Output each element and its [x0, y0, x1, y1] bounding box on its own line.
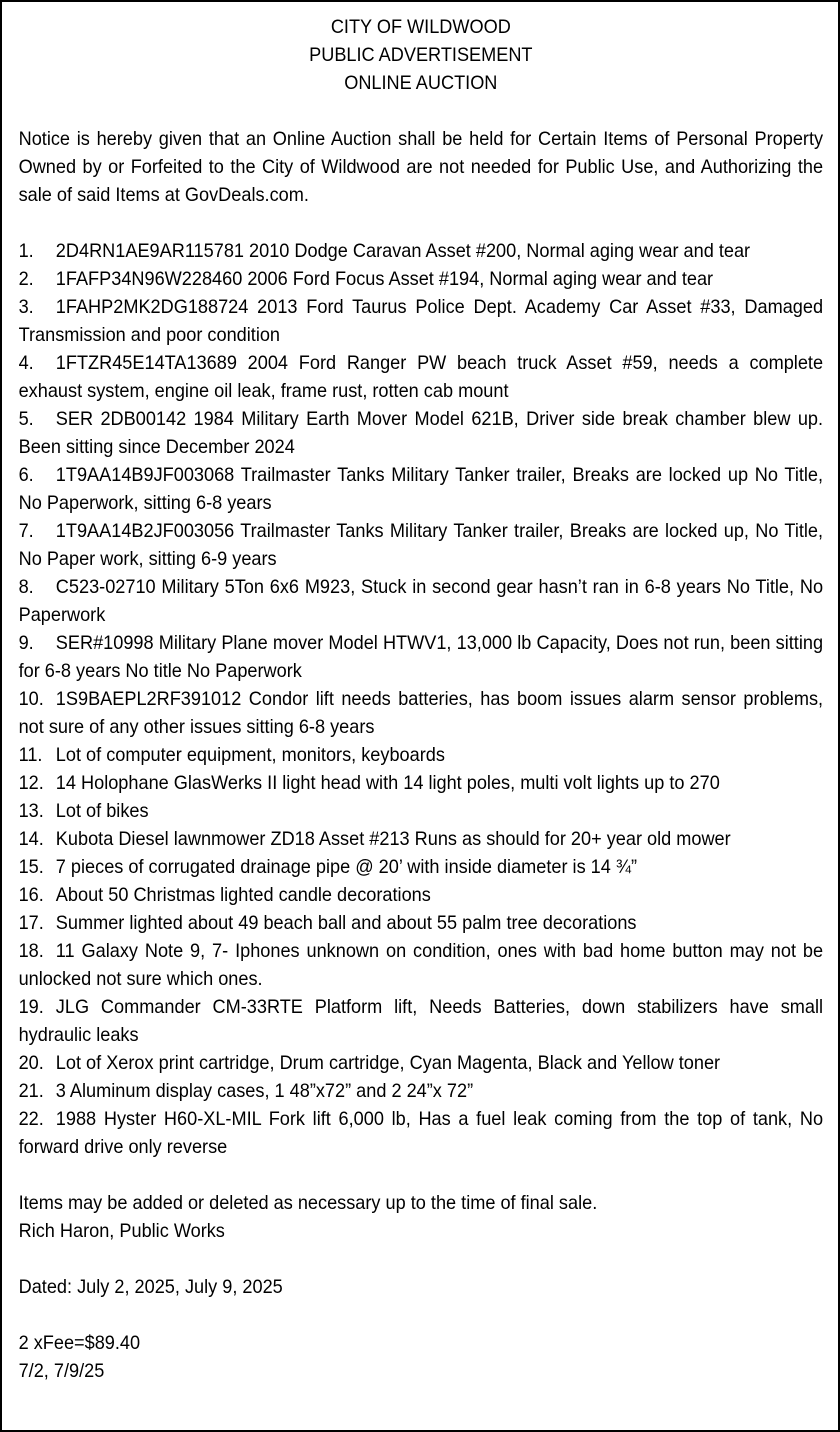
item-description: 3 Aluminum display cases, 1 48”x72” and 2 24”x 72” [55, 1080, 474, 1102]
list-item [19, 937, 823, 993]
signer: Rich Haron, Public Works [18, 1220, 225, 1242]
closing-note: Items may be added or deleted as necessary up to the time of final sale. [18, 1192, 598, 1214]
item-number: 2. [18, 268, 34, 290]
item-number: 21. [18, 1080, 44, 1102]
item-description: 1FAHP2MK2DG188724 2013 Ford Taurus Police Dept. Academy Car Asset #33, Damaged Transmission and poor condition [18, 296, 824, 346]
item-number: 11. [18, 744, 43, 766]
item-number: 5. [18, 408, 34, 430]
item-description: 2D4RN1AE9AR115781 2010 Dodge Caravan Asset #200, Normal aging wear and tear [55, 240, 751, 262]
item-description: 1988 Hyster H60-XL-MIL Fork lift 6,000 lb, Has a fuel leak coming from the top of tank, No forward drive only reverse [18, 1108, 824, 1158]
list-item [19, 573, 823, 629]
item-description: SER 2DB00142 1984 Military Earth Mover Model 621B, Driver side break chamber blew up. Been sitting since December 2024 [18, 408, 824, 458]
list-item [19, 265, 823, 293]
heading-type: PUBLIC ADVERTISEMENT [309, 44, 533, 66]
list-item [19, 797, 823, 825]
list-item [19, 237, 823, 265]
item-description: 1FAFP34N96W228460 2006 Ford Focus Asset #194, Normal aging wear and tear [55, 268, 714, 290]
item-number: 12. [18, 772, 44, 794]
item-description: 7 pieces of corrugated drainage pipe @ 20’ with inside diameter is 14 ¾” [55, 856, 638, 878]
heading-city: CITY OF WILDWOOD [330, 16, 511, 38]
item-description: About 50 Christmas lighted candle decorations [55, 884, 431, 906]
run-dates: 7/2, 7/9/25 [18, 1360, 105, 1382]
item-description: 1T9AA14B9JF003068 Trailmaster Tanks Military Tanker trailer, Breaks are locked up No Title, No Paperwork, sitting 6-8 years [18, 464, 824, 514]
notice-heading [19, 13, 823, 97]
list-item [19, 853, 823, 881]
list-item [19, 461, 823, 517]
item-number: 3. [18, 296, 34, 318]
list-item [19, 517, 823, 573]
heading-title: ONLINE AUCTION [344, 72, 498, 94]
item-description: SER#10998 Military Plane mover Model HTWV1, 13,000 lb Capacity, Does not run, been sitting for 6-8 years No title No Paperwork [18, 632, 824, 682]
item-number: 6. [18, 464, 34, 486]
item-number: 14. [18, 828, 44, 850]
item-number: 13. [18, 800, 44, 822]
list-item [19, 293, 823, 349]
list-item [19, 993, 823, 1049]
item-number: 1. [18, 240, 34, 262]
list-item [19, 741, 823, 769]
list-item [19, 685, 823, 741]
item-number: 15. [18, 856, 44, 878]
list-item [19, 1077, 823, 1105]
spacer [19, 1161, 823, 1189]
auction-item-list [19, 237, 823, 1161]
list-item [19, 405, 823, 461]
item-number: 16. [18, 884, 44, 906]
list-item [19, 769, 823, 797]
item-description: 14 Holophane GlasWerks II light head with 14 light poles, multi volt lights up to 270 [55, 772, 720, 794]
item-description: C523-02710 Military 5Ton 6x6 M923, Stuck in second gear hasn’t ran in 6-8 years No Title, No Paperwork [18, 576, 824, 626]
list-item [19, 349, 823, 405]
item-number: 7. [18, 520, 34, 542]
item-number: 4. [18, 352, 34, 374]
list-item [19, 825, 823, 853]
spacer [19, 97, 823, 125]
item-description: Kubota Diesel lawnmower ZD18 Asset #213 Runs as should for 20+ year old mower [55, 828, 731, 850]
list-item [19, 1105, 823, 1161]
intro-paragraph: Notice is hereby given that an Online Auction shall be held for Certain Items of Personal Property Owned by or Forfeited to the City of Wildwood are not needed for Public Use, and Authorizing the sale of said Items at GovDeals.com. [18, 128, 824, 206]
item-number: 10. [18, 688, 44, 710]
list-item [19, 1049, 823, 1077]
spacer [19, 1301, 823, 1329]
fee-line: 2 xFee=$89.40 [18, 1332, 141, 1354]
item-description: JLG Commander CM-33RTE Platform lift, Needs Batteries, down stabilizers have small hydraulic leaks [18, 996, 824, 1046]
item-description: 11 Galaxy Note 9, 7- Iphones unknown on condition, ones with bad home button may not be unlocked not sure which ones. [18, 940, 824, 990]
item-number: 8. [18, 576, 34, 598]
item-number: 19. [18, 996, 44, 1018]
item-number: 18. [18, 940, 44, 962]
item-description: 1T9AA14B2JF003056 Trailmaster Tanks Military Tanker trailer, Breaks are locked up, No Title, No Paper work, sitting 6-9 years [18, 520, 824, 570]
item-number: 22. [18, 1108, 44, 1130]
item-description: Lot of computer equipment, monitors, keyboards [55, 744, 445, 766]
item-description: 1FTZR45E14TA13689 2004 Ford Ranger PW beach truck Asset #59, needs a complete exhaust system, engine oil leak, frame rust, rotten cab mount [18, 352, 824, 402]
item-number: 9. [18, 632, 34, 654]
item-description: Lot of Xerox print cartridge, Drum cartridge, Cyan Magenta, Black and Yellow toner [55, 1052, 721, 1074]
item-description: Lot of bikes [55, 800, 149, 822]
spacer [19, 1245, 823, 1273]
item-description: 1S9BAEPL2RF391012 Condor lift needs batteries, has boom issues alarm sensor problems, not sure of any other issues sitting 6-8 years [18, 688, 824, 738]
item-number: 17. [18, 912, 44, 934]
dated-line: Dated: July 2, 2025, July 9, 2025 [18, 1276, 283, 1298]
item-number: 20. [18, 1052, 44, 1074]
spacer [19, 209, 823, 237]
item-description: Summer lighted about 49 beach ball and about 55 palm tree decorations [55, 912, 637, 934]
list-item [19, 881, 823, 909]
list-item [19, 629, 823, 685]
list-item [19, 909, 823, 937]
